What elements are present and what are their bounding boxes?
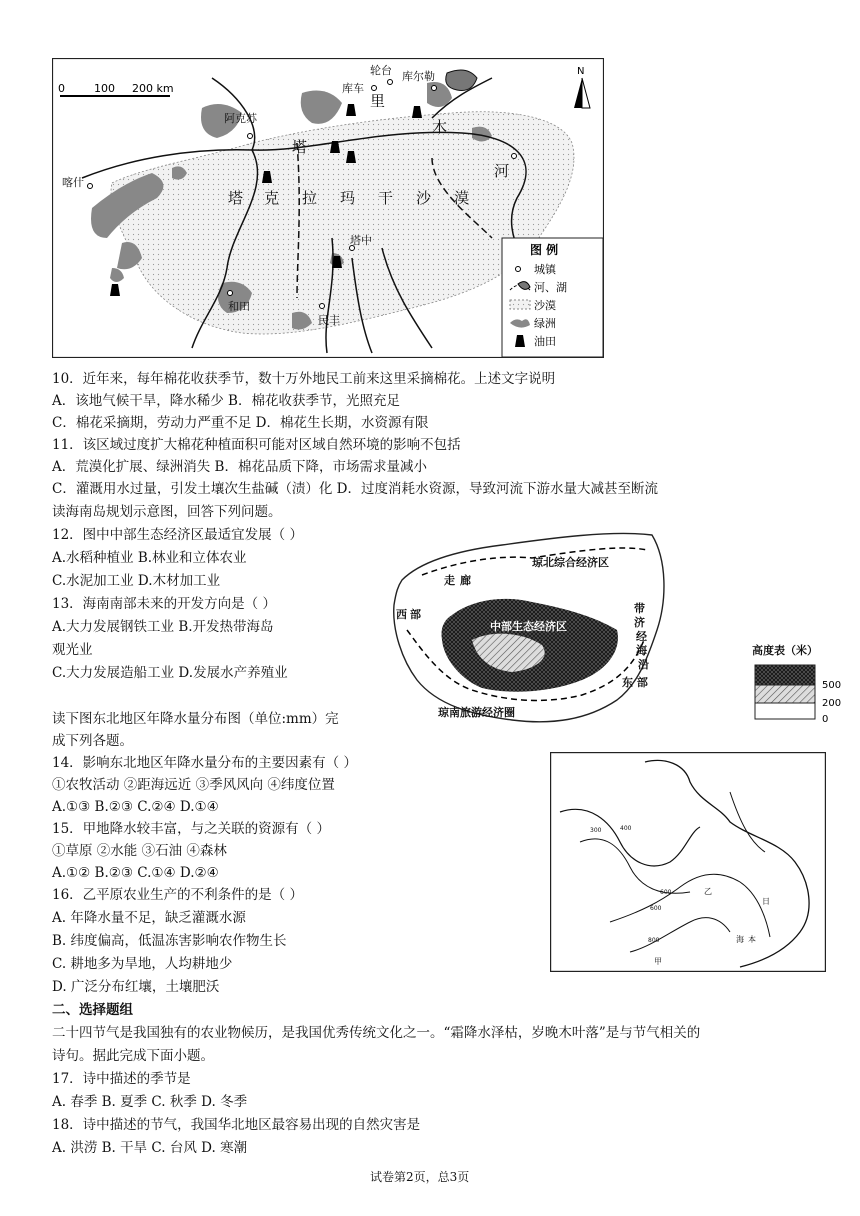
svg-text:500: 500 [822,680,842,691]
map-legend [502,238,603,357]
option-line: A.大力发展钢铁工业 B.开发热带海岛 [52,619,274,635]
option-line: C.水泥加工业 D.木材加工业 [52,573,221,589]
instruction: 成下列各题。 [52,733,133,749]
town-kashi: 喀什 [62,176,84,189]
option-line: ①草原 ②水能 ③石油 ④森林 [52,843,227,859]
town-hetian: 和田 [228,300,250,313]
town-minfeng: 民丰 [318,314,340,327]
svg-text:600: 600 [650,905,662,912]
town-kuerle: 库尔勒 [402,70,435,83]
instruction: 读下图东北地区年降水量分布图（单位:mm）完 [52,711,339,727]
svg-text:油田: 油田 [534,335,556,348]
option-line: C. 耕地多为旱地，人均耕地少 [52,956,233,972]
question-14: 14．影响东北地区年降水量分布的主要因素有（ ） [52,755,357,771]
svg-text:0: 0 [822,714,829,725]
svg-text:拉: 拉 [302,189,318,207]
svg-text:干: 干 [378,189,394,207]
option-line: 观光业 [52,642,93,658]
label-belt: 济 [634,616,645,629]
height-legend [750,660,850,730]
question-18: 18．诗中描述的节气，我国华北地区最容易出现的自然灾害是 [52,1117,421,1133]
svg-text:里: 里 [370,92,386,110]
section-title: 二、选择题组 [52,1002,133,1018]
option-line: A. 春季 B. 夏季 C. 秋季 D. 冬季 [52,1094,248,1110]
question-17: 17．诗中描述的季节是 [52,1071,191,1087]
svg-text:400: 400 [620,825,632,832]
option-line: A. 洪涝 B. 干旱 C. 台风 D. 寒潮 [52,1140,248,1156]
svg-text:塔: 塔 [292,138,308,156]
tarim-basin-map [52,58,604,358]
option-line: A.水稻种植业 B.林业和立体农业 [52,550,247,566]
svg-text:克: 克 [264,189,280,207]
option-line: A.①③ B.②③ C.②④ D.①④ [52,799,219,815]
page-footer: 试卷第2页，总3页 [370,1170,470,1184]
option-line: A．该地气候干旱，降水稀少 B．棉花收获季节，光照充足 [52,393,400,409]
svg-text:0: 0 [58,82,65,95]
svg-text:玛: 玛 [340,189,356,207]
svg-text:200: 200 [822,698,842,709]
option-line: A.①② B.②③ C.①④ D.②④ [52,865,219,881]
svg-text:沙漠: 沙漠 [534,299,556,312]
svg-text:800: 800 [648,937,660,944]
town-kuche: 库车 [342,82,364,95]
option-line: D. 广泛分布红壤，土壤肥沃 [52,979,220,995]
option-line: C．灌溉用水过量，引发土壤次生盐碱（渍）化 D．过度消耗水资源，导致河流下游水量大减甚至断流 [52,481,658,497]
svg-text:甲: 甲 [654,957,662,966]
option-line: A．荒漠化扩展、绿洲消失 B．棉花品质下降，市场需求量减小 [52,459,427,475]
label-belt: 带 [634,602,645,615]
question-11: 11．该区域过度扩大棉花种植面积可能对区域自然环境的影响不包括 [52,437,461,453]
svg-text:100: 100 [94,82,115,95]
passage: 诗句。据此完成下面小题。 [52,1048,214,1064]
svg-text:河、湖: 河、湖 [534,281,567,294]
hainan-planning-map [382,520,682,730]
svg-text:图 例: 图 例 [530,243,559,257]
instruction: 读海南岛规划示意图，回答下列问题。 [52,504,282,520]
option-line: C．棉花采摘期，劳动力严重不足 D．棉花生长期，水资源有限 [52,415,429,431]
label-qiongnan: 琼南旅游经济圈 [438,706,515,719]
svg-text:塔: 塔 [228,189,244,207]
option-line: ①农牧活动 ②距海远近 ③季风风向 ④纬度位置 [52,777,335,793]
town-akesu: 阿克苏 [224,112,257,125]
option-line: C.大力发展造船工业 D.发展水产养殖业 [52,665,288,681]
option-line: B. 纬度偏高，低温冻害影响农作物生长 [52,933,287,949]
label-west: 西 [396,608,407,621]
label-belt: 经 [636,630,647,643]
svg-text:乙: 乙 [704,887,712,896]
question-15: 15．甲地降水较丰富，与之关联的资源有（ ） [52,821,330,837]
option-line: A. 年降水量不足，缺乏灌溉水源 [52,910,246,926]
svg-text:木: 木 [432,118,448,136]
question-13: 13．海南南部未来的开发方向是（ ） [52,596,276,612]
label-corridor: 廊 [460,574,471,587]
question-12: 12．图中中部生态经济区最适宜发展（ ） [52,527,303,543]
question-16: 16．乙平原农业生产的不利条件的是（ ） [52,887,303,903]
label-qiongbei: 琼北综合经济区 [532,556,609,569]
svg-text:200 km: 200 km [132,82,174,95]
label-belt: 海 [636,644,647,657]
passage: 二十四节气是我国独有的农业物候历，是我国优秀传统文化之一。“霜降水泽枯，岁晚木叶落”是与节气相关的 [52,1025,701,1041]
svg-text:海: 海 [736,935,744,944]
label-west: 部 [410,608,421,621]
svg-text:河: 河 [494,162,510,180]
label-east: 东 部 [622,676,648,689]
question-10: 10．近年来，每年棉花收获季节，数十万外地民工前来这里采摘棉花。上述文字说明 [52,371,556,387]
svg-text:600: 600 [660,889,672,896]
town-tazhong: 塔中 [350,234,372,247]
town-luntai: 轮台 [370,64,392,77]
label-central-zone: 中部生态经济区 [490,620,567,633]
svg-text:300: 300 [590,827,602,834]
label-belt: 沿 [638,658,649,671]
svg-text:漠: 漠 [454,189,470,207]
svg-text:日: 日 [762,897,770,906]
northeast-precipitation-map [550,752,826,972]
svg-text:N: N [577,66,585,77]
svg-text:绿洲: 绿洲 [534,317,556,330]
svg-text:沙: 沙 [416,189,432,207]
height-table-title: 高度表（米） [752,644,818,657]
svg-text:城镇: 城镇 [534,263,556,276]
svg-text:本: 本 [748,935,756,944]
label-corridor: 走 [444,574,455,587]
